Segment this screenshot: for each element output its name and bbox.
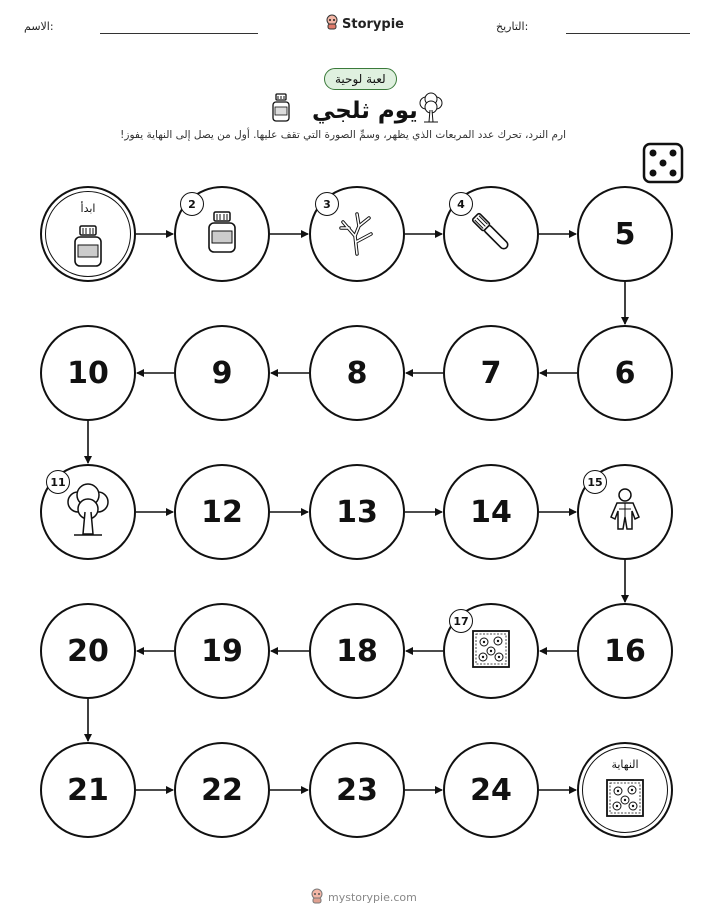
cell-number: 23 (336, 772, 378, 808)
board-cell-25 (577, 742, 673, 838)
board-cell-11 (40, 464, 136, 560)
board-cell-18 (309, 603, 405, 699)
cell-number: 19 (201, 633, 243, 669)
tree-icon (60, 482, 116, 542)
end-label: النهاية (611, 758, 639, 771)
board-cell-22 (174, 742, 270, 838)
cell-number: 18 (336, 633, 378, 669)
board-cell-9 (174, 325, 270, 421)
cell-number-badge: 2 (180, 192, 204, 216)
cell-number: 6 (614, 355, 636, 391)
cell-number: 20 (67, 633, 109, 669)
board-cell-12 (174, 464, 270, 560)
storypie-mascot-icon (310, 888, 324, 907)
cell-number: 9 (211, 355, 233, 391)
name-label: الاسم: (24, 20, 54, 33)
cell-number: 16 (604, 633, 646, 669)
board-cell-10 (40, 325, 136, 421)
footer-url[interactable]: mystorypie.com (328, 891, 417, 904)
date-label: التاريخ: (496, 20, 529, 33)
cell-number-badge: 17 (449, 609, 473, 633)
board-cell-13 (309, 464, 405, 560)
cell-number-badge: 15 (583, 470, 607, 494)
cell-number: 13 (336, 494, 378, 530)
cell-number: 21 (67, 772, 109, 808)
board-cell-6 (577, 325, 673, 421)
branch-icon (335, 208, 379, 260)
board-cell-15 (577, 464, 673, 560)
bottle-icon (71, 224, 105, 272)
instructions: ارم النرد، تحرك عدد المربعات الذي يظهر، وسمِّ الصورة التي تقف عليها. أول من يصل إلى النهاية يفوز! (120, 129, 566, 141)
board-cell-17 (443, 603, 539, 699)
board-cell-24 (443, 742, 539, 838)
cell-number-badge: 11 (46, 470, 70, 494)
cell-number: 14 (470, 494, 512, 530)
game-type-badge: لعبة لوحية (324, 68, 397, 90)
page-title: يوم ثلجي (312, 98, 418, 124)
board-cell-8 (309, 325, 405, 421)
board-cell-2 (174, 186, 270, 282)
board-cell-5 (577, 186, 673, 282)
cell-number: 24 (470, 772, 512, 808)
cell-number-badge: 3 (315, 192, 339, 216)
cell-number: 10 (67, 355, 109, 391)
cell-number: 7 (480, 355, 502, 391)
board-cell-23 (309, 742, 405, 838)
toothbrush-icon (467, 208, 515, 260)
board-cell-4 (443, 186, 539, 282)
brand-name: Storypie (342, 16, 404, 32)
board-cell-14 (443, 464, 539, 560)
footer (310, 888, 417, 907)
board-cell-19 (174, 603, 270, 699)
bottle-icon (205, 210, 239, 258)
board-cell-7 (443, 325, 539, 421)
board-cell-3 (309, 186, 405, 282)
cell-number: 8 (346, 355, 368, 391)
cell-number: 22 (201, 772, 243, 808)
cell-number: 5 (614, 216, 636, 252)
cell-number: 12 (201, 494, 243, 530)
board-cell-16 (577, 603, 673, 699)
cell-number-badge: 4 (449, 192, 473, 216)
flower-blanket-icon (471, 629, 511, 673)
board-cell-20 (40, 603, 136, 699)
board-cell-21 (40, 742, 136, 838)
board-cell-1 (40, 186, 136, 282)
flower-blanket-icon (605, 778, 645, 822)
snowsuit-icon (603, 487, 647, 537)
start-label: ابدأ (80, 202, 96, 215)
